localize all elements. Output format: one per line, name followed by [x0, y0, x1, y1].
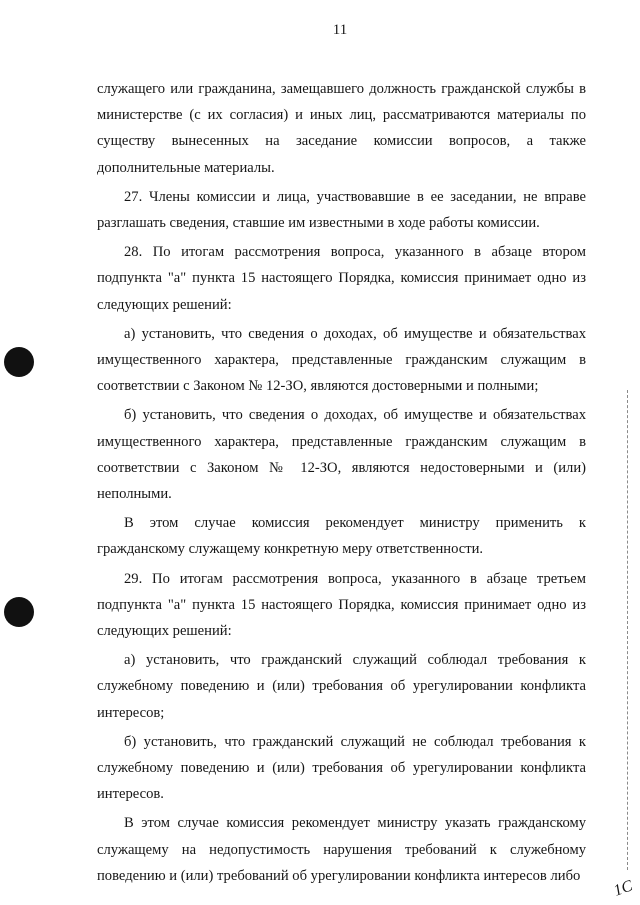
paragraph-item-28: 28. По итогам рассмотрения вопроса, указанного в абзаце втором подпункта "а" пункта 15 настоящего Порядка, комиссия принимает одно из следующих решений: — [97, 244, 586, 313]
page-edge-line — [627, 390, 628, 870]
paragraph-28-option-a: а) установить, что сведения о доходах, об имуществе и обязательствах имущественного характера, представленные гражданским служащим в соответствии с Законом № 12-ЗО, являются достоверными и полными; — [97, 325, 586, 395]
paragraph-continuation: служащего или гражданина, замещавшего должность гражданской службы в министерстве (с их согласия) и иных лиц, рассматриваются материалы по существу вынесенных на заседание комиссии вопросов, а также дополнительные материалы. — [97, 81, 586, 176]
paragraph-29-option-a: а) установить, что гражданский служащий соблюдал требования к служебному поведению и (или) требования об урегулировании конфликта интересов; — [97, 652, 586, 721]
binder-hole-top — [4, 347, 34, 377]
paragraph-29-option-b: б) установить, что гражданский служащий не соблюдал требования к служебному поведению и (или) требования об урегулировании конфликта интересов. — [97, 733, 586, 803]
paragraph-item-29: 29. По итогам рассмотрения вопроса, указанного в абзаце третьем подпункта "а" пункта 15 настоящего Порядка, комиссия принимает одно из следующих решений: — [97, 570, 586, 640]
page-number: 11 — [332, 22, 348, 38]
paragraph-28-option-b: б) установить, что сведения о доходах, об имуществе и обязательствах имущественного характера, представленные гражданским служащим в соответствии с Законом № 12-ЗО, являются недостоверными и (или) неполными. — [97, 407, 586, 503]
binder-hole-bottom — [4, 597, 34, 627]
paragraph-28-consequence: В этом случае комиссия рекомендует министру применить к гражданскому служащему конкретную меру ответственности. — [97, 515, 586, 558]
paragraph-item-27: 27. Члены комиссии и лица, участвовавшие в ее заседании, не вправе разглашать сведения, ставшие им известными в ходе работы комиссии. — [97, 188, 586, 232]
document-body — [97, 76, 586, 892]
handwritten-sheet-number: 1С — [611, 877, 635, 900]
paragraph-29-consequence: В этом случае комиссия рекомендует министру указать гражданскому служащему на недопустимость нарушения требований к служебному поведению и (или) требований об урегулировании конфликта интересов либо — [97, 815, 586, 884]
